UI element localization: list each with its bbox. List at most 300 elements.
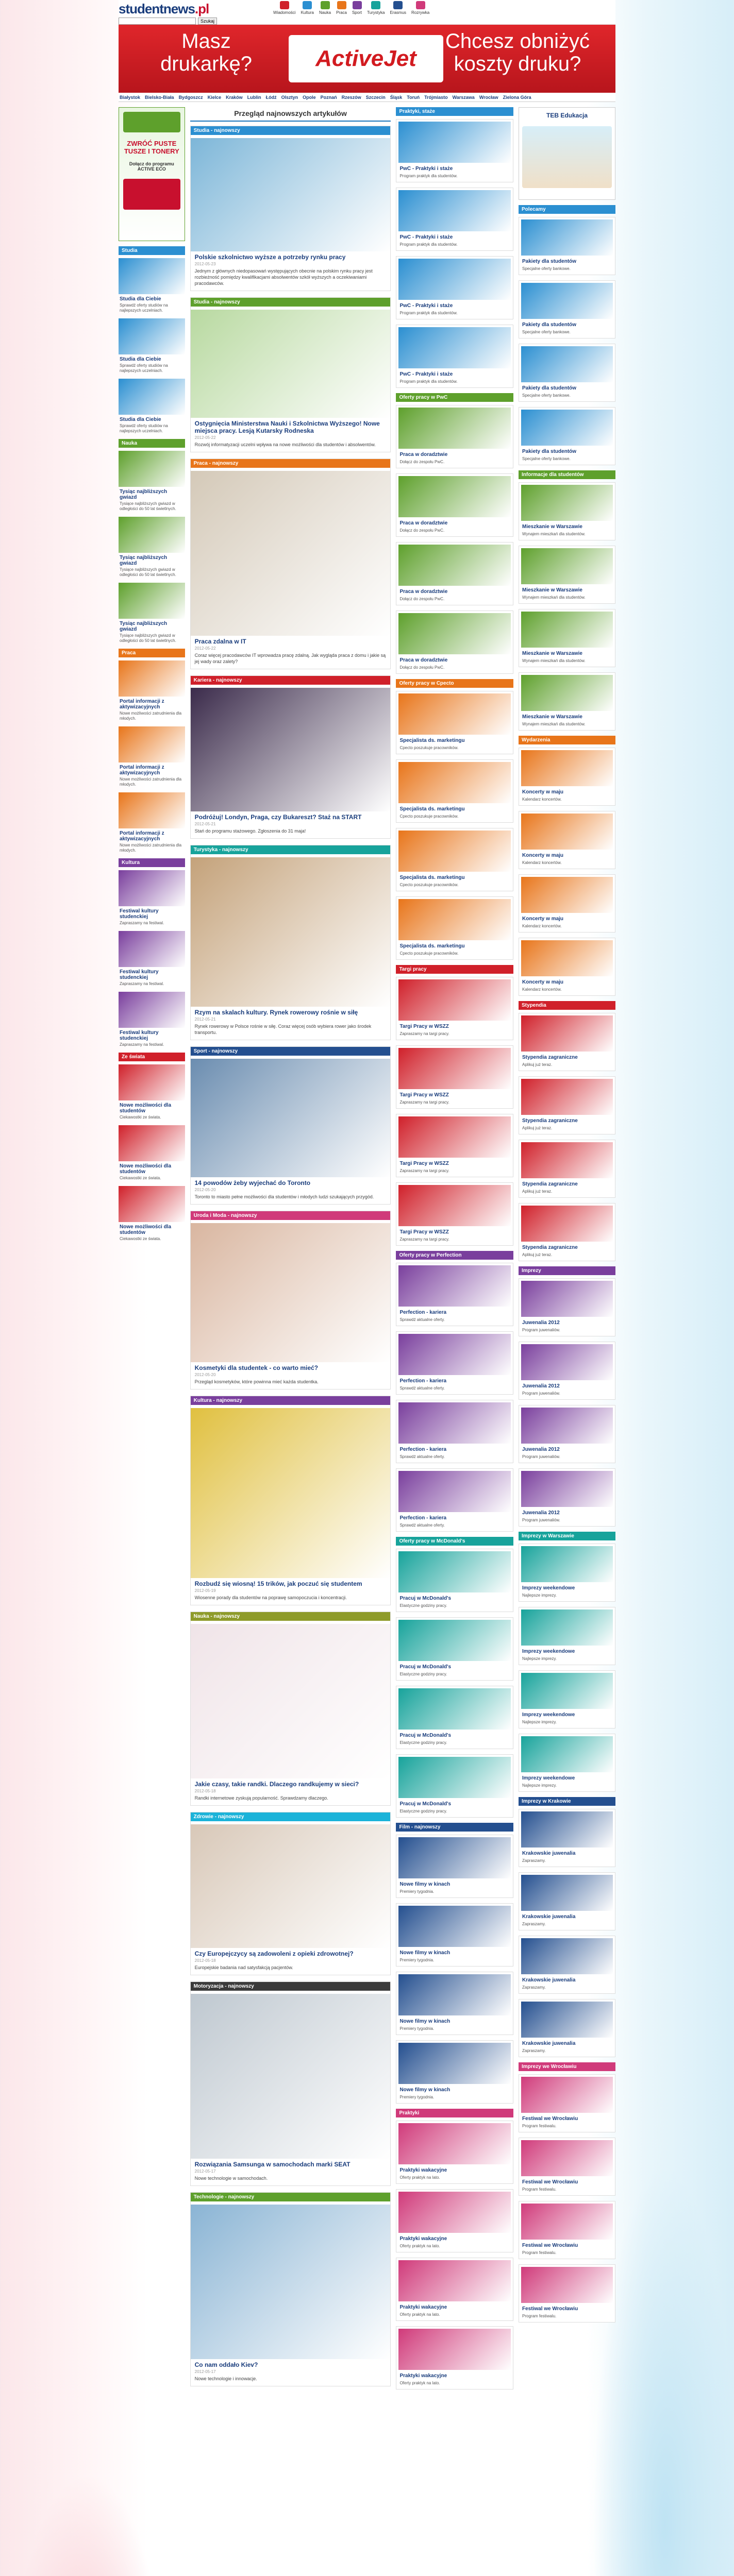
left-box[interactable] [119, 1186, 185, 1242]
right-box-title[interactable]: Festiwal we Wrocławiu [522, 2179, 578, 2185]
mid-thumbnail[interactable] [398, 1620, 511, 1661]
right-box[interactable] [519, 1468, 615, 1527]
article-title[interactable]: Co nam oddało Kiev? [194, 2361, 258, 2368]
article-card[interactable] [190, 2192, 391, 2386]
right-thumbnail[interactable] [521, 1015, 613, 1052]
right-box[interactable] [519, 344, 615, 402]
mid-box[interactable] [396, 828, 513, 891]
left-section-title[interactable]: Kultura [119, 858, 185, 867]
article-image[interactable] [191, 1223, 391, 1362]
left-thumbnail[interactable] [119, 583, 185, 619]
left-box-title[interactable]: Tysiąc najbliższych gwiazd [120, 555, 168, 566]
right-box-title[interactable]: Pakiety dla studentów [522, 385, 577, 391]
mid-thumbnail[interactable] [398, 1974, 511, 2015]
right-box[interactable] [519, 672, 615, 731]
article-image[interactable] [191, 1824, 391, 1948]
article-card[interactable] [190, 297, 391, 452]
city-link[interactable]: Zielona Góra [503, 95, 531, 100]
mid-thumbnail[interactable] [398, 899, 511, 940]
article-title[interactable]: Rozbudź się wiosną! 15 trików, jak poczuć się studentem [194, 1580, 362, 1587]
left-box[interactable] [119, 792, 185, 853]
mid-thumbnail[interactable] [398, 2043, 511, 2084]
left-box[interactable] [119, 246, 185, 313]
right-box-title[interactable]: Imprezy weekendowe [522, 1649, 575, 1654]
right-box[interactable] [519, 2201, 615, 2259]
mid-box-title[interactable]: Perfection - kariera [399, 1378, 447, 1384]
right-box[interactable] [519, 2264, 615, 2323]
mid-box-title[interactable]: Perfection - kariera [399, 1310, 447, 1315]
right-box[interactable] [519, 938, 615, 996]
right-box-title[interactable]: Mieszkanie w Warszawie [522, 587, 582, 593]
right-box-title[interactable]: Koncerty w maju [522, 789, 564, 795]
right-thumbnail[interactable] [521, 1206, 613, 1242]
article-image[interactable] [191, 310, 391, 418]
left-box-title[interactable]: Nowe możliwości dla studentów [120, 1224, 172, 1235]
article-card[interactable] [190, 459, 391, 669]
city-link[interactable]: Opole [303, 95, 316, 100]
mid-box[interactable] [396, 977, 513, 1040]
mid-box-title[interactable]: Praca w doradztwie [399, 589, 448, 595]
article-section-title[interactable]: Studia - najnowszy [191, 126, 391, 135]
left-box[interactable] [119, 318, 185, 374]
right-box[interactable] [519, 1670, 615, 1728]
article-title[interactable]: Czy Europejczycy są zadowoleni z opieki zdrowotnej? [194, 1950, 354, 1957]
mid-box[interactable] [396, 405, 513, 468]
article-image[interactable] [191, 1994, 391, 2159]
topnav-item[interactable] [367, 1, 385, 15]
left-thumbnail[interactable] [119, 931, 185, 967]
mid-box[interactable] [396, 611, 513, 674]
search-button[interactable]: Szukaj [198, 18, 217, 25]
right-box[interactable] [519, 1999, 615, 2057]
left-box[interactable] [119, 379, 185, 434]
right-thumbnail[interactable] [521, 1938, 613, 1974]
right-section-title[interactable]: Imprezy [519, 1266, 615, 1275]
right-thumbnail[interactable] [521, 1673, 613, 1709]
right-box-title[interactable]: Krakowskie juwenalia [522, 1914, 576, 1920]
mid-box[interactable] [396, 1972, 513, 2035]
right-thumbnail[interactable] [521, 1408, 613, 1444]
right-box-title[interactable]: Mieszkanie w Warszawie [522, 714, 582, 720]
mid-box[interactable] [396, 1331, 513, 1395]
right-thumbnail[interactable] [521, 410, 613, 446]
right-section-title[interactable]: Stypendia [519, 1001, 615, 1010]
right-box[interactable] [519, 1809, 615, 1867]
article-image[interactable] [191, 857, 391, 1007]
right-thumbnail[interactable] [521, 346, 613, 382]
right-box-title[interactable]: Koncerty w maju [522, 916, 564, 922]
mid-box-title[interactable]: Pracuj w McDonald's [399, 1596, 452, 1601]
right-box-title[interactable]: Imprezy weekendowe [522, 1775, 575, 1781]
mid-box-title[interactable]: Specjalista ds. marketingu [399, 875, 465, 880]
mid-thumbnail[interactable] [398, 122, 511, 163]
mid-section-title[interactable]: Oferty pracy w McDonald's [396, 1537, 513, 1546]
mid-box[interactable] [396, 1835, 513, 1898]
mid-thumbnail[interactable] [398, 1906, 511, 1947]
right-box[interactable] [519, 1872, 615, 1930]
right-thumbnail[interactable] [521, 1344, 613, 1380]
mid-thumbnail[interactable] [398, 190, 511, 231]
mid-box-title[interactable]: Praktyki wakacyjne [399, 2236, 447, 2242]
mid-box-title[interactable]: Specjalista ds. marketingu [399, 943, 465, 949]
mid-thumbnail[interactable] [398, 1116, 511, 1158]
mid-box-title[interactable]: Targi Pracy w WSZZ [399, 1229, 449, 1235]
mid-box-title[interactable]: Pracuj w McDonald's [399, 1664, 452, 1670]
right-box[interactable] [519, 217, 615, 275]
mid-thumbnail[interactable] [398, 1265, 511, 1307]
mid-thumbnail[interactable] [398, 1837, 511, 1878]
article-card[interactable] [190, 126, 391, 291]
mid-box-title[interactable]: Praktyki wakacyjne [399, 2373, 447, 2379]
left-box-title[interactable]: Festiwal kultury studenckiej [120, 1030, 159, 1041]
mid-box[interactable] [396, 1903, 513, 1967]
right-box[interactable] [519, 2138, 615, 2196]
mid-box-title[interactable]: PwC - Praktyki i staże [399, 371, 453, 377]
right-box[interactable] [519, 1607, 615, 1665]
left-box[interactable] [119, 726, 185, 787]
right-thumbnail[interactable] [521, 485, 613, 521]
right-section-title[interactable]: Imprezy w Krakowie [519, 1797, 615, 1806]
right-box-title[interactable]: Festiwal we Wrocławiu [522, 2116, 578, 2122]
right-box[interactable] [519, 1013, 615, 1071]
article-section-title[interactable]: Technologie - najnowszy [191, 2193, 391, 2201]
right-box-title[interactable]: Stypendia zagraniczne [522, 1055, 578, 1060]
article-card[interactable] [190, 1211, 391, 1389]
mid-box[interactable] [396, 325, 513, 388]
article-image[interactable] [191, 1059, 391, 1177]
left-thumbnail[interactable] [119, 1125, 185, 1161]
article-title[interactable]: Rzym na skalach kultury. Rynek rowerowy rośnie w siłę [194, 1009, 358, 1016]
left-thumbnail[interactable] [119, 992, 185, 1028]
right-box-title[interactable]: Mieszkanie w Warszawie [522, 524, 582, 530]
left-box-title[interactable]: Portal informacji z aktywizacyjnych [120, 699, 164, 710]
left-section-title[interactable]: Ze świata [119, 1053, 185, 1061]
right-box[interactable] [519, 1544, 615, 1602]
city-link[interactable]: Trójmiasto [424, 95, 448, 100]
left-box-title[interactable]: Studia dla Ciebie [120, 357, 161, 362]
article-image[interactable] [191, 2205, 391, 2359]
mid-thumbnail[interactable] [398, 545, 511, 586]
city-link[interactable]: Lublin [247, 95, 261, 100]
city-link[interactable]: Kielce [207, 95, 222, 100]
right-thumbnail[interactable] [521, 750, 613, 786]
city-link[interactable]: Wrocław [479, 95, 498, 100]
article-title[interactable]: Jakie czasy, takie randki. Dlaczego randkujemy w sieci? [194, 1781, 359, 1788]
right-thumbnail[interactable] [521, 2267, 613, 2303]
left-thumbnail[interactable] [119, 379, 185, 415]
right-box-title[interactable]: Juwenalia 2012 [522, 1320, 560, 1326]
article-title[interactable]: 14 powodów żeby wyjechać do Toronto [194, 1179, 311, 1187]
mid-box[interactable] [396, 473, 513, 537]
right-thumbnail[interactable] [521, 1079, 613, 1115]
article-section-title[interactable]: Sport - najnowszy [191, 1047, 391, 1056]
left-box-title[interactable]: Nowe możliwości dla studentów [120, 1103, 172, 1114]
right-box-title[interactable]: Juwenalia 2012 [522, 1447, 560, 1452]
article-section-title[interactable]: Kultura - najnowszy [191, 1396, 391, 1405]
mid-box-title[interactable]: Specjalista ds. marketingu [399, 738, 465, 743]
left-thumbnail[interactable] [119, 318, 185, 354]
mid-section-title[interactable]: Targi pracy [396, 965, 513, 974]
right-box[interactable] [519, 1140, 615, 1198]
right-box-title[interactable]: Krakowskie juwenalia [522, 1977, 576, 1983]
right-box-title[interactable]: Stypendia zagraniczne [522, 1181, 578, 1187]
left-box-title[interactable]: Studia dla Ciebie [120, 417, 161, 422]
mid-section-title[interactable]: Oferty pracy w Perfection [396, 1251, 513, 1260]
mid-thumbnail[interactable] [398, 1688, 511, 1730]
left-thumbnail[interactable] [119, 726, 185, 762]
mid-section-title[interactable]: Oferty pracy w PwC [396, 393, 513, 402]
right-box-title[interactable]: Festiwal we Wrocławiu [522, 2243, 578, 2248]
left-box-title[interactable]: Portal informacji z aktywizacyjnych [120, 831, 164, 842]
mid-thumbnail[interactable] [398, 1402, 511, 1444]
left-thumbnail[interactable] [119, 660, 185, 697]
mid-box[interactable] [396, 2121, 513, 2184]
article-section-title[interactable]: Studia - najnowszy [191, 298, 391, 307]
mid-box[interactable] [396, 1468, 513, 1532]
city-link[interactable]: Łódź [265, 95, 277, 100]
right-box-title[interactable]: Pakiety dla studentów [522, 259, 577, 264]
right-box-title[interactable]: Koncerty w maju [522, 853, 564, 858]
left-thumbnail[interactable] [119, 451, 185, 487]
city-link[interactable]: Bielsko-Biała [145, 95, 174, 100]
right-box[interactable] [519, 546, 615, 604]
left-box-title[interactable]: Nowe możliwości dla studentów [120, 1163, 172, 1175]
mid-box[interactable] [396, 2326, 513, 2389]
left-box[interactable] [119, 583, 185, 643]
right-thumbnail[interactable] [521, 1736, 613, 1772]
right-box[interactable] [519, 1342, 615, 1400]
city-link[interactable]: Toruń [407, 95, 420, 100]
mid-section-title[interactable]: Praktyki [396, 2109, 513, 2117]
right-section-title[interactable]: Polecamy [519, 205, 615, 214]
left-box-title[interactable]: Festiwal kultury studenckiej [120, 908, 159, 920]
topnav-item[interactable] [352, 1, 362, 15]
mid-box-title[interactable]: Perfection - kariera [399, 1515, 447, 1521]
right-section-title[interactable]: Imprezy w Warszawie [519, 1532, 615, 1540]
mid-box-title[interactable]: PwC - Praktyki i staże [399, 234, 453, 240]
mid-box[interactable] [396, 119, 513, 182]
right-box-title[interactable]: Juwenalia 2012 [522, 1510, 560, 1516]
mid-box-title[interactable]: Specjalista ds. marketingu [399, 806, 465, 812]
mid-box-title[interactable]: Pracuj w McDonald's [399, 1801, 452, 1807]
right-thumbnail[interactable] [521, 1142, 613, 1178]
mid-section-title[interactable]: Oferty pracy w Cpecto [396, 679, 513, 688]
mid-box[interactable] [396, 691, 513, 754]
article-title[interactable]: Polskie szkolnictwo wyższe a potrzeby rynku pracy [194, 253, 346, 261]
right-box-title[interactable]: Mieszkanie w Warszawie [522, 651, 582, 656]
mid-thumbnail[interactable] [398, 476, 511, 517]
search-input[interactable] [119, 18, 196, 25]
article-title[interactable]: Podróżuj! Londyn, Praga, czy Bukareszt? Staż na START [194, 814, 362, 821]
mid-thumbnail[interactable] [398, 2123, 511, 2164]
left-box-title[interactable]: Portal informacji z aktywizacyjnych [120, 765, 164, 776]
article-card[interactable] [190, 1981, 391, 2186]
right-thumbnail[interactable] [521, 675, 613, 711]
left-thumbnail[interactable] [119, 870, 185, 906]
city-link[interactable]: Poznań [320, 95, 337, 100]
mid-box-title[interactable]: Nowe filmy w kinach [399, 2087, 451, 2093]
article-image[interactable] [191, 471, 391, 636]
right-box[interactable] [519, 482, 615, 540]
mid-box[interactable] [396, 1754, 513, 1818]
right-thumbnail[interactable] [521, 1609, 613, 1646]
right-thumbnail[interactable] [521, 1811, 613, 1848]
ad-banner[interactable] [119, 25, 615, 93]
right-box[interactable] [519, 407, 615, 465]
right-box[interactable] [519, 811, 615, 869]
left-box[interactable] [119, 517, 185, 578]
article-section-title[interactable]: Kariera - najnowszy [191, 676, 391, 685]
mid-box-title[interactable]: Targi Pracy w WSZZ [399, 1161, 449, 1166]
right-section-title[interactable]: Imprezy we Wrocławiu [519, 2062, 615, 2071]
mid-box-title[interactable]: PwC - Praktyki i staże [399, 166, 453, 172]
left-box-title[interactable]: Studia dla Ciebie [120, 296, 161, 302]
right-box[interactable] [519, 1936, 615, 1994]
mid-thumbnail[interactable] [398, 1048, 511, 1089]
mid-thumbnail[interactable] [398, 2329, 511, 2370]
mid-box[interactable] [396, 542, 513, 605]
mid-box[interactable] [396, 188, 513, 251]
mid-box[interactable] [396, 1400, 513, 1463]
mid-box-title[interactable]: Praktyki wakacyjne [399, 2167, 447, 2173]
city-link[interactable]: Kraków [226, 95, 243, 100]
mid-box[interactable] [396, 2040, 513, 2104]
article-title[interactable]: Praca zdalna w IT [194, 638, 246, 645]
article-card[interactable] [190, 1396, 391, 1605]
left-box[interactable] [119, 649, 185, 721]
article-title[interactable]: Kosmetyki dla studentek - co warto mieć? [194, 1364, 319, 1371]
left-box[interactable] [119, 439, 185, 512]
mid-thumbnail[interactable] [398, 831, 511, 872]
article-image[interactable] [191, 1408, 391, 1578]
site-logo[interactable] [119, 1, 209, 17]
eco-ad[interactable] [119, 107, 185, 241]
right-section-title[interactable]: Wydarzenia [519, 736, 615, 744]
right-section-title[interactable]: Informacje dla studentów [519, 470, 615, 479]
article-image[interactable] [191, 688, 391, 811]
mid-thumbnail[interactable] [398, 259, 511, 300]
right-thumbnail[interactable] [521, 2204, 613, 2240]
city-link[interactable]: Warszawa [452, 95, 475, 100]
mid-thumbnail[interactable] [398, 2260, 511, 2301]
mid-box[interactable] [396, 256, 513, 319]
mid-thumbnail[interactable] [398, 408, 511, 449]
left-thumbnail[interactable] [119, 1064, 185, 1100]
city-link[interactable]: Szczecin [365, 95, 386, 100]
city-link[interactable]: Olsztyn [281, 95, 298, 100]
left-thumbnail[interactable] [119, 258, 185, 294]
right-box[interactable] [519, 1203, 615, 1261]
left-box[interactable] [119, 858, 185, 926]
mid-box[interactable] [396, 1263, 513, 1326]
left-section-title[interactable]: Nauka [119, 439, 185, 448]
left-thumbnail[interactable] [119, 792, 185, 828]
mid-thumbnail[interactable] [398, 1757, 511, 1798]
mid-box-title[interactable]: Nowe filmy w kinach [399, 2019, 451, 2024]
right-thumbnail[interactable] [521, 1471, 613, 1507]
article-section-title[interactable]: Praca - najnowszy [191, 459, 391, 468]
mid-box-title[interactable]: Nowe filmy w kinach [399, 1882, 451, 1887]
mid-thumbnail[interactable] [398, 762, 511, 803]
right-box-title[interactable]: Koncerty w maju [522, 979, 564, 985]
mid-box[interactable] [396, 2258, 513, 2321]
right-box[interactable] [519, 280, 615, 338]
city-link[interactable]: Śląsk [390, 95, 403, 100]
right-thumbnail[interactable] [521, 814, 613, 850]
right-box-title[interactable]: Krakowskie juwenalia [522, 1851, 576, 1856]
city-link[interactable]: Białystok [120, 95, 141, 100]
mid-box[interactable] [396, 1617, 513, 1681]
article-card[interactable] [190, 1812, 391, 1975]
right-thumbnail[interactable] [521, 219, 613, 256]
mid-box-title[interactable]: Praca w doradztwie [399, 657, 448, 663]
right-box[interactable] [519, 748, 615, 806]
mid-box-title[interactable]: Praca w doradztwie [399, 520, 448, 526]
article-card[interactable] [190, 845, 391, 1040]
topnav-item[interactable] [390, 1, 406, 15]
mid-thumbnail[interactable] [398, 1471, 511, 1512]
right-box[interactable] [519, 1405, 615, 1463]
article-image[interactable] [191, 1624, 391, 1778]
city-link[interactable]: Bydgoszcz [178, 95, 203, 100]
article-card[interactable] [190, 1612, 391, 1806]
article-section-title[interactable]: Uroda i Moda - najnowszy [191, 1211, 391, 1220]
mid-box-title[interactable]: Pracuj w McDonald's [399, 1733, 452, 1738]
mid-box-title[interactable]: PwC - Praktyki i staże [399, 303, 453, 309]
right-thumbnail[interactable] [521, 1875, 613, 1911]
right-box[interactable] [519, 874, 615, 933]
mid-box[interactable] [396, 896, 513, 960]
article-title[interactable]: Ostygnięcia Ministerstwa Nauki i Szkolnictwa Wyższego! Nowe miejsca pracy. Lesją Kutarsky Rodneska [194, 420, 380, 434]
mid-box[interactable] [396, 1182, 513, 1246]
right-box-title[interactable]: Imprezy weekendowe [522, 1585, 575, 1591]
left-thumbnail[interactable] [119, 517, 185, 553]
article-card[interactable] [190, 1046, 391, 1205]
mid-box-title[interactable]: Nowe filmy w kinach [399, 1950, 451, 1956]
left-box-title[interactable]: Festiwal kultury studenckiej [120, 969, 159, 980]
article-image[interactable] [191, 138, 391, 251]
mid-thumbnail[interactable] [398, 1334, 511, 1375]
article-section-title[interactable]: Nauka - najnowszy [191, 1612, 391, 1621]
mid-box[interactable] [396, 1114, 513, 1177]
left-section-title[interactable]: Studia [119, 246, 185, 255]
right-box-title[interactable]: Festiwal we Wrocławiu [522, 2306, 578, 2312]
right-thumbnail[interactable] [521, 1281, 613, 1317]
mid-box[interactable] [396, 1549, 513, 1612]
left-box[interactable] [119, 1125, 185, 1181]
left-box-title[interactable]: Tysiąc najbliższych gwiazd [120, 621, 168, 632]
topnav-item[interactable] [411, 1, 429, 15]
mid-box[interactable] [396, 1045, 513, 1109]
right-box-title[interactable]: Juwenalia 2012 [522, 1383, 560, 1389]
article-section-title[interactable]: Zdrowie - najnowszy [191, 1812, 391, 1821]
mid-section-title[interactable]: Film - najnowszy [396, 1823, 513, 1832]
right-thumbnail[interactable] [521, 283, 613, 319]
right-thumbnail[interactable] [521, 2140, 613, 2176]
right-thumbnail[interactable] [521, 2077, 613, 2113]
topnav-item[interactable] [273, 1, 296, 15]
mid-box-title[interactable]: Praktyki wakacyjne [399, 2304, 447, 2310]
left-box-title[interactable]: Tysiąc najbliższych gwiazd [120, 489, 168, 500]
right-box[interactable] [519, 2074, 615, 2132]
left-thumbnail[interactable] [119, 1186, 185, 1222]
right-thumbnail[interactable] [521, 1546, 613, 1582]
teb-ad[interactable] [519, 107, 615, 200]
right-box-title[interactable]: Imprezy weekendowe [522, 1712, 575, 1718]
mid-thumbnail[interactable] [398, 1185, 511, 1226]
mid-section-title[interactable]: Praktyki, staże [396, 107, 513, 116]
right-thumbnail[interactable] [521, 612, 613, 648]
